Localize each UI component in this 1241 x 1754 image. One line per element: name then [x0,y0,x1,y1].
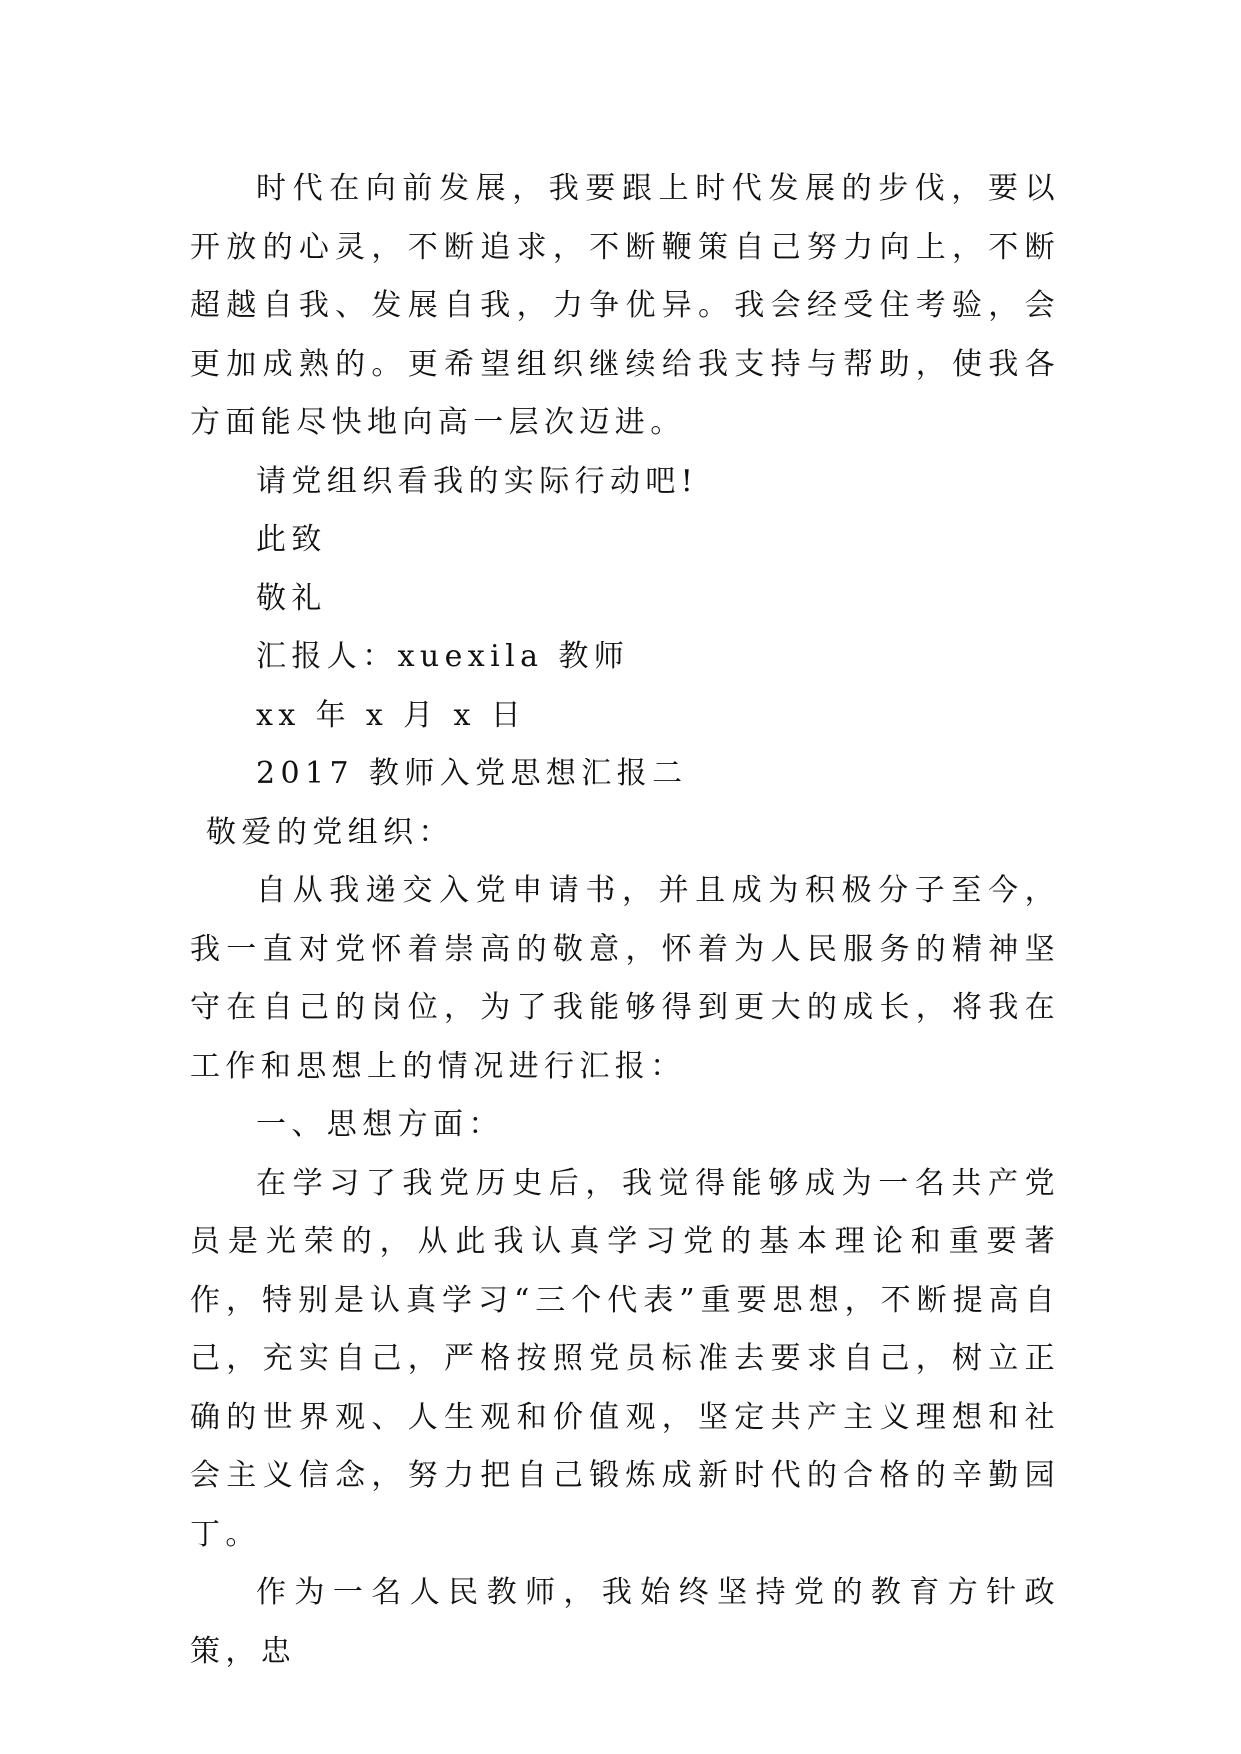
salutation: 敬爱的党组织： [206,814,454,850]
closing-jingli: 敬礼 [256,580,327,616]
report-date: xx 年 x 月 x 日 [256,697,527,733]
paragraph-intro: 自从我递交入党申请书，并且成为积极分子至今，我一直对党怀着崇高的敬意，怀着为人民服务的精神坚守在自己的岗位，为了我能够得到更大的成长，将我在工作和思想上的情况进行汇报： [190,873,1060,1084]
paragraph-development: 时代在向前发展，我要跟上时代发展的步伐，要以开放的心灵，不断追求，不断鞭策自己努力向上，不断超越自我、发展自我，力争优异。我会经受住考验，会更加成熟的。更希望组织继续给我支持与帮助，使我各方面能尽快地向高一层次迈进。 [190,171,1060,440]
reporter-signature: 汇报人：xuexila 教师 [256,639,630,674]
paragraph-thought: 在学习了我党历史后，我觉得能够成为一名共产党员是光荣的，从此我认真学习党的基本理论和重要著作，特别是认真学习“三个代表”重要思想，不断提高自己，充实自己，严格按照党员标准去要求自己，树立正确的世界观、人生观和价值观，坚定共产主义理想和社会主义信念，努力把自己锻炼成新时代的合格的辛勤园丁。 [190,1165,1060,1552]
paragraph-appeal: 请党组织看我的实际行动吧! [256,463,699,499]
closing-cizhi: 此致 [256,522,327,557]
paragraph-teacher: 作为一名人民教师，我始终坚持党的教育方针政策，忠 [190,1575,1060,1669]
section-title: 2017 教师入党思想汇报二 [256,756,688,791]
heading-thought: 一、思想方面： [256,1107,504,1142]
document-body [190,160,1060,1681]
